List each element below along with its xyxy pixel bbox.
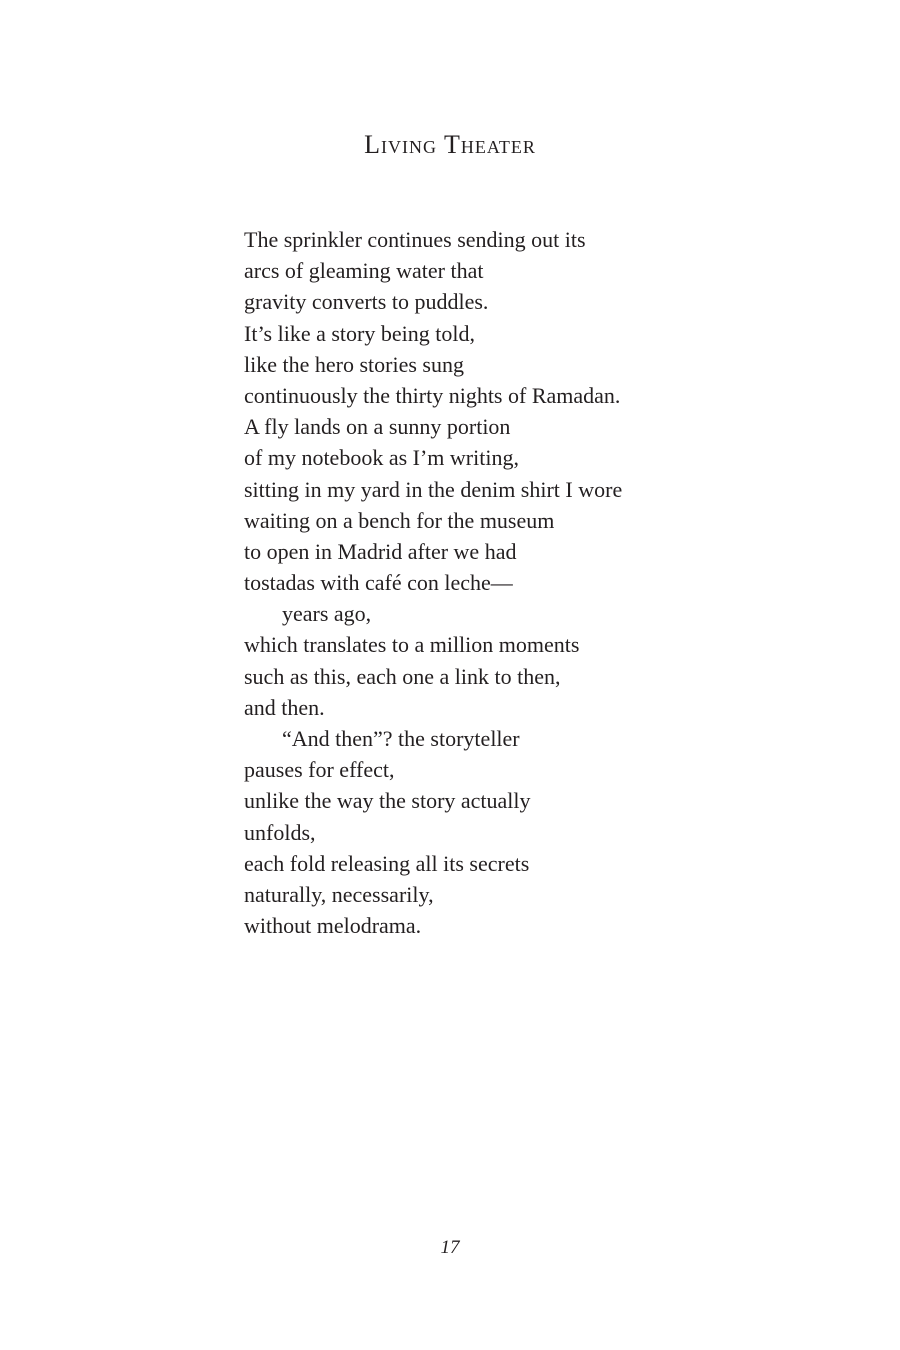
poem-line: like the hero stories sung: [244, 351, 464, 377]
page-number: 17: [440, 1237, 460, 1258]
poem-line: unfolds,: [244, 819, 316, 845]
poem-line: of my notebook as I’m writing,: [244, 445, 519, 471]
poem-line: gravity converts to puddles.: [244, 289, 489, 315]
poem-title: Living Theater: [364, 130, 536, 159]
poem-line: such as this, each one a link to then,: [244, 663, 561, 689]
poem-line: continuously the thirty nights of Ramadan.: [244, 382, 621, 408]
poem-line: each fold releasing all its secrets: [244, 850, 530, 876]
poem-line: It’s like a story being told,: [244, 320, 475, 346]
poem-line: pauses for effect,: [244, 757, 395, 783]
poem-line: unlike the way the story actually: [244, 788, 531, 814]
poem-line-indented: “And then”? the storyteller: [282, 726, 520, 751]
poem-line: and then.: [244, 694, 325, 720]
poem-line: without melodrama.: [244, 913, 422, 939]
poem-body: [244, 224, 804, 941]
poem-line: A fly lands on a sunny portion: [244, 414, 511, 440]
poem-line: sitting in my yard in the denim shirt I wore: [244, 476, 623, 502]
poem-line: arcs of gleaming water that: [244, 258, 484, 284]
poem-line: tostadas with café con leche—: [244, 570, 513, 596]
poem-line: The sprinkler continues sending out its: [244, 227, 586, 252]
poem-line: waiting on a bench for the museum: [244, 507, 555, 533]
poem-line: which translates to a million moments: [244, 632, 580, 658]
poem-line: naturally, necessarily,: [244, 881, 434, 907]
poem-line-indented: years ago,: [282, 601, 372, 627]
poem-line: to open in Madrid after we had: [244, 538, 517, 564]
